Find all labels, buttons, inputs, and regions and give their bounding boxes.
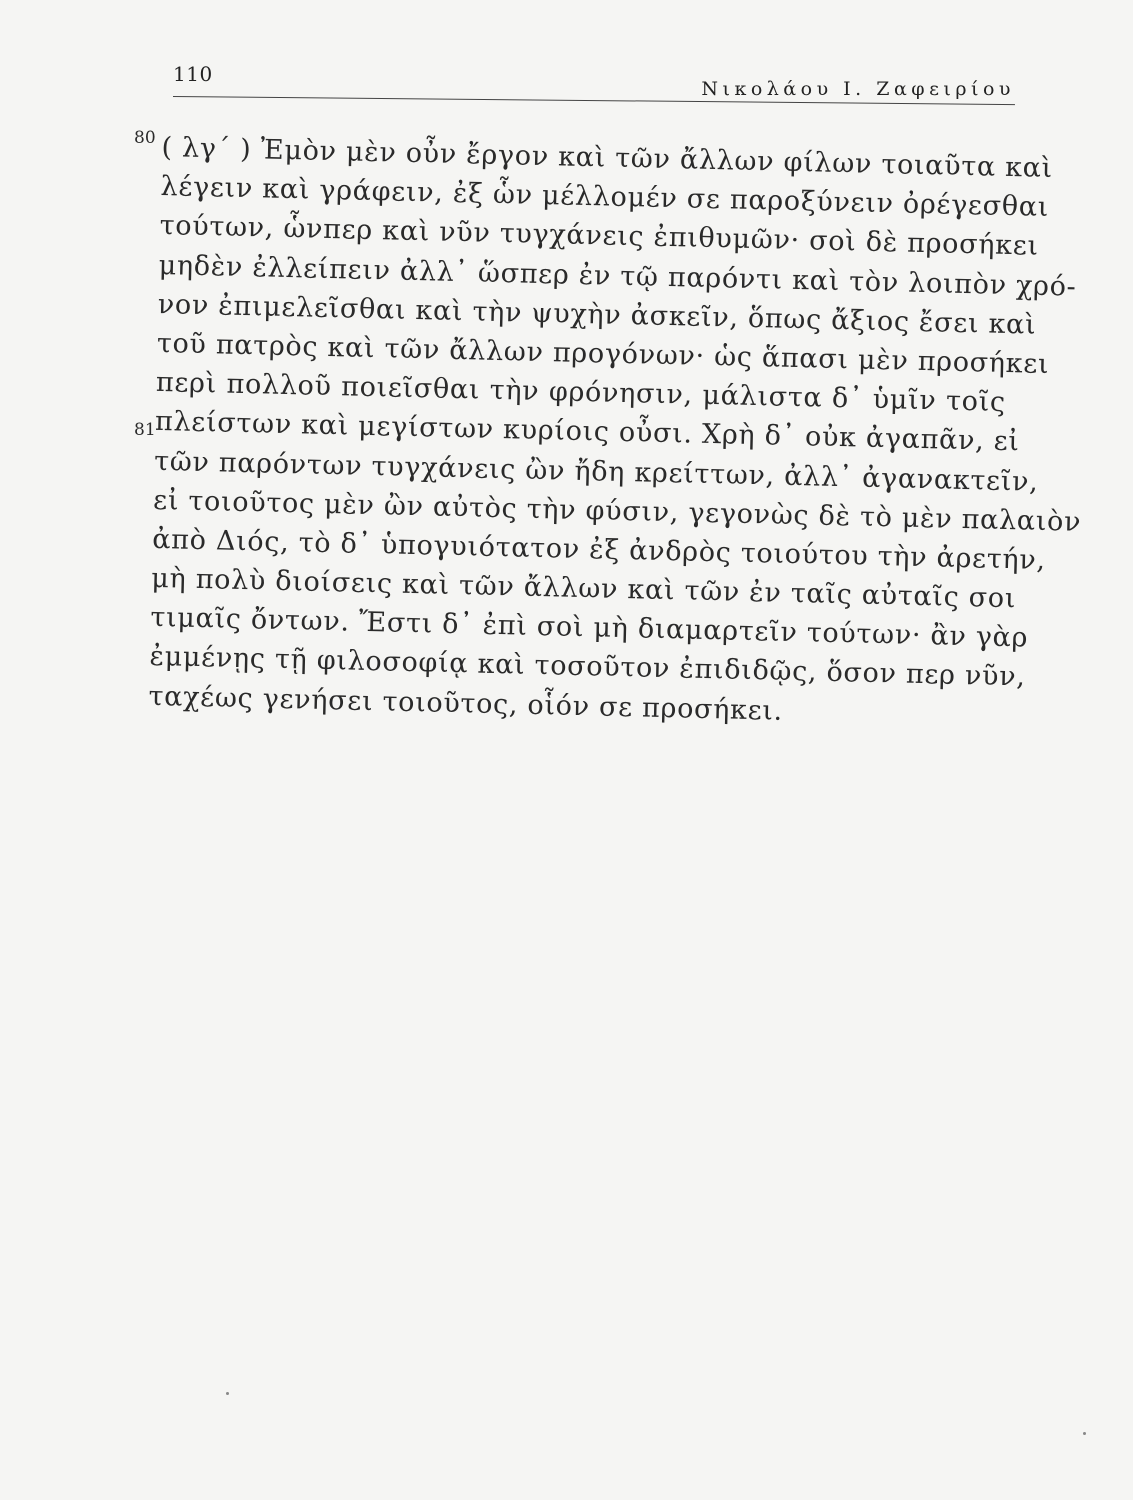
text-line: εἰ τοιοῦτος μὲν ὢν αὐτὸς τὴν φύσιν, γεγονὼς δὲ τὸ μὲν παλαιὸν	[152, 484, 1082, 538]
margin-number-81: 81	[134, 420, 156, 440]
running-head: Νικολάου Ι. Ζαφειρίου	[701, 78, 1015, 100]
text-line: μηδὲν ἐλλείπειν ἀλλ᾽ ὥσπερ ἐν τῷ παρόντι καὶ τὸν λοιπὸν χρό-	[158, 249, 1077, 303]
text-line: ἐμμένῃς τῇ φιλοσοφίᾳ καὶ τοσοῦτον ἐπιδιδῷς, ὅσον περ νῦν,	[149, 641, 1026, 693]
text-line: ταχέως γενήσει τοιοῦτος, οἷόν σε προσήκει.	[148, 680, 784, 727]
page-number: 110	[173, 62, 213, 86]
text-line: τοῦ πατρὸς καὶ τῶν ἄλλων προγόνων· ὡς ἅπασι μὲν προσήκει	[156, 327, 1050, 380]
body-text	[148, 128, 1082, 736]
text-line: λέγειν καὶ γράφειν, ἐξ ὧν μέλλομέν σε παροξύνειν ὀρέγεσθαι	[160, 171, 1050, 224]
text-line: νον ἐπιμελεῖσθαι καὶ τὴν ψυχὴν ἀσκεῖν, ὅπως ἄξιος ἔσει καὶ	[157, 288, 1037, 341]
text-line: τούτων, ὧνπερ καὶ νῦν τυγχάνεις ἐπιθυμῶν· σοὶ δὲ προσήκει	[159, 210, 1040, 263]
text-line: ἀπὸ Διός, τὸ δ᾽ ὑπογυιότατον ἐξ ἀνδρὸς τοιούτου τὴν ἀρετήν,	[151, 523, 1047, 576]
text-line: πλείστων καὶ μεγίστων κυρίοις οὖσι. Χρὴ δ᾽ οὐκ ἀγαπᾶν, εἰ	[154, 406, 1021, 458]
margin-number-80: 80	[134, 128, 156, 148]
text-line: τιμαῖς ὄντων. Ἔστι δ᾽ ἐπὶ σοὶ μὴ διαμαρτεῖν τούτων· ἂν γὰρ	[150, 602, 1029, 654]
text-line: τῶν παρόντων τυγχάνεις ὢν ἤδη κρείττων, ἀλλ᾽ ἀγανακτεῖν,	[153, 445, 1039, 498]
paper-speck	[226, 1392, 229, 1395]
text-line: περὶ πολλοῦ ποιεῖσθαι τὴν φρόνησιν, μάλιστα δ᾽ ὑμῖν τοῖς	[155, 367, 1007, 419]
text-line: ( λγ΄ ) Ἐμὸν μὲν οὖν ἔργον καὶ τῶν ἄλλων φίλων τοιαῦτα καὶ	[161, 131, 1054, 184]
text-line: μὴ πολὺ διοίσεις καὶ τῶν ἄλλων καὶ τῶν ἐν ταῖς αὐταῖς σοι	[151, 562, 1017, 615]
paper-speck	[1083, 1432, 1086, 1435]
